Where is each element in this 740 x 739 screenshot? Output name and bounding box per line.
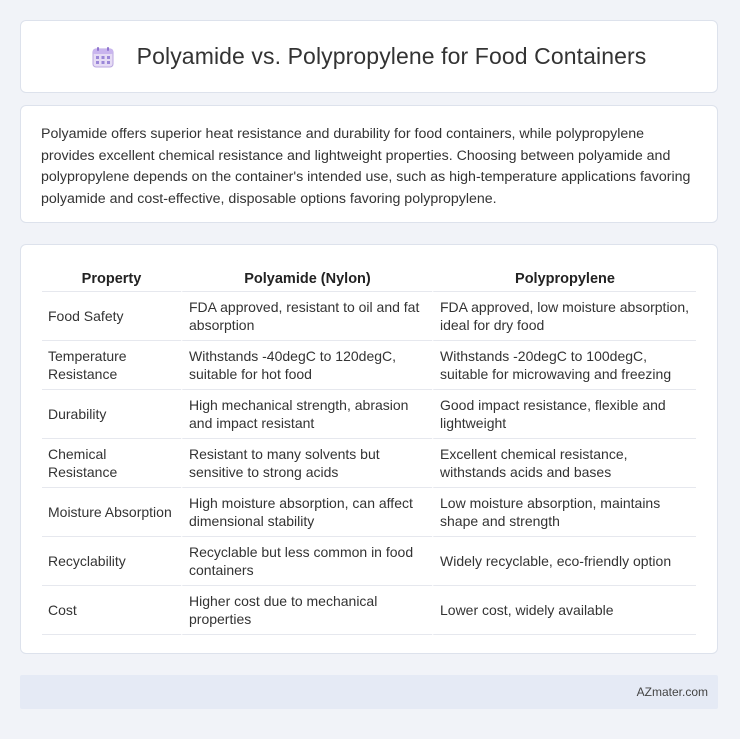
cell-polyamide: Recyclable but less common in food containers bbox=[181, 537, 432, 586]
cell-polypropylene: Excellent chemical resistance, withstands acids and bases bbox=[432, 439, 696, 488]
page-title: Polyamide vs. Polypropylene for Food Containers bbox=[136, 43, 647, 69]
title-wrap bbox=[92, 43, 647, 70]
cell-property: Moisture Absorption bbox=[42, 488, 181, 537]
cell-polypropylene: Withstands -20degC to 100degC, suitable for microwaving and freezing bbox=[432, 341, 696, 390]
cell-polypropylene: Widely recyclable, eco-friendly option bbox=[432, 537, 696, 586]
cell-polyamide: FDA approved, resistant to oil and fat absorption bbox=[181, 292, 432, 341]
table-row bbox=[42, 292, 696, 341]
cell-polypropylene: Good impact resistance, flexible and lightweight bbox=[432, 390, 696, 439]
table-row bbox=[42, 488, 696, 537]
cell-polypropylene: Lower cost, widely available bbox=[432, 586, 696, 635]
table-header-row bbox=[42, 265, 696, 292]
table-row bbox=[42, 439, 696, 488]
table-row bbox=[42, 390, 696, 439]
header-polyamide: Polyamide (Nylon) bbox=[181, 265, 432, 292]
summary-text: Polyamide offers superior heat resistance and durability for food containers, while polypropylene provides excellent chemical resistance and lightweight properties. Choosing between polyamide and polypropylene depends on the container's intended use, such as high-temperature applications favoring polyamide and cost-effective, disposable options favoring polypropylene. bbox=[41, 126, 691, 207]
cell-property: Recyclability bbox=[42, 537, 181, 586]
cell-property: Food Safety bbox=[42, 292, 181, 341]
cell-polypropylene: FDA approved, low moisture absorption, ideal for dry food bbox=[432, 292, 696, 341]
table-card bbox=[20, 244, 718, 654]
table-row bbox=[42, 341, 696, 390]
table-row bbox=[42, 586, 696, 635]
header-polypropylene: Polypropylene bbox=[432, 265, 696, 292]
cell-polyamide: Withstands -40degC to 120degC, suitable for hot food bbox=[181, 341, 432, 390]
summary-card bbox=[20, 105, 718, 223]
cell-polyamide: High mechanical strength, abrasion and impact resistant bbox=[181, 390, 432, 439]
cell-property: Cost bbox=[42, 586, 181, 635]
cell-polyamide: Higher cost due to mechanical properties bbox=[181, 586, 432, 635]
comparison-table bbox=[42, 265, 696, 635]
header-card bbox=[20, 20, 718, 93]
cell-property: Temperature Resistance bbox=[42, 341, 181, 390]
table-row bbox=[42, 537, 696, 586]
cell-property: Durability bbox=[42, 390, 181, 439]
cell-polyamide: Resistant to many solvents but sensitive to strong acids bbox=[181, 439, 432, 488]
footer-bar bbox=[20, 675, 718, 709]
calendar-icon bbox=[92, 46, 114, 68]
cell-polyamide: High moisture absorption, can affect dimensional stability bbox=[181, 488, 432, 537]
cell-polypropylene: Low moisture absorption, maintains shape and strength bbox=[432, 488, 696, 537]
footer-site-label: AZmater.com bbox=[636, 685, 708, 699]
cell-property: Chemical Resistance bbox=[42, 439, 181, 488]
header-property: Property bbox=[42, 265, 181, 292]
